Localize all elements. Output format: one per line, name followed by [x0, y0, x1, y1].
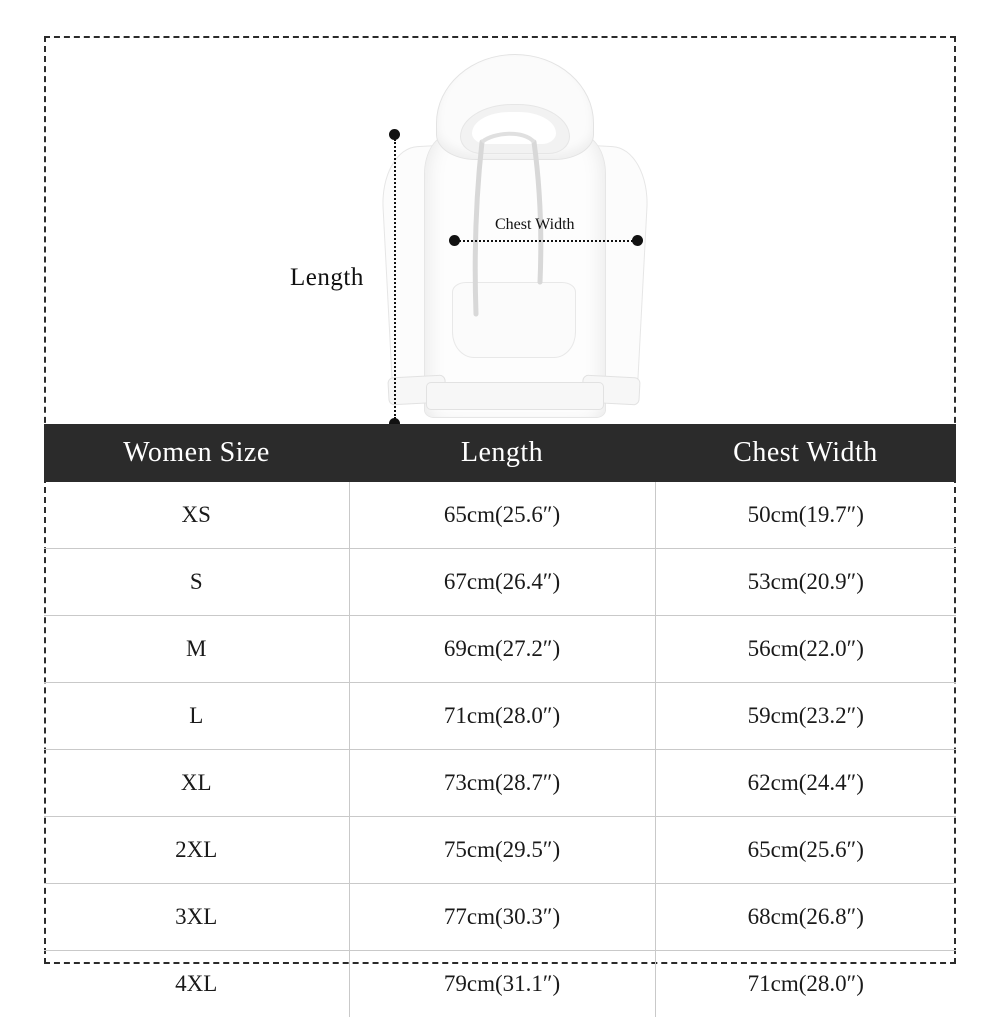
table-row — [44, 817, 956, 884]
length-measurement-label: Length — [290, 264, 364, 292]
table-row — [44, 750, 956, 817]
cell-chest-width: 68cm(26.8″) — [655, 884, 956, 951]
cell-size: 4XL — [44, 951, 349, 1017]
cell-chest-width: 65cm(25.6″) — [655, 817, 956, 884]
cell-length: 77cm(30.3″) — [349, 884, 655, 951]
table-row — [44, 951, 956, 1017]
table-row — [44, 884, 956, 951]
hoodie-kangaroo-pocket — [452, 282, 576, 358]
size-table-header — [44, 424, 956, 482]
garment-illustration — [44, 36, 956, 424]
size-table — [44, 424, 956, 1017]
table-row — [44, 549, 956, 616]
size-table-body — [44, 482, 956, 1017]
cell-size: 3XL — [44, 884, 349, 951]
cell-chest-width: 62cm(24.4″) — [655, 750, 956, 817]
cell-length: 69cm(27.2″) — [349, 616, 655, 683]
hoodie-body — [424, 134, 606, 418]
cell-size: L — [44, 683, 349, 750]
table-header-row — [44, 424, 956, 482]
cell-length: 73cm(28.7″) — [349, 750, 655, 817]
cell-size: XL — [44, 750, 349, 817]
cell-length: 75cm(29.5″) — [349, 817, 655, 884]
cell-length: 71cm(28.0″) — [349, 683, 655, 750]
table-row — [44, 616, 956, 683]
column-header-length: Length — [349, 424, 655, 482]
cell-chest-width: 71cm(28.0″) — [655, 951, 956, 1017]
cell-size: M — [44, 616, 349, 683]
cell-chest-width: 59cm(23.2″) — [655, 683, 956, 750]
chest-dotted-line — [459, 240, 633, 242]
chest-endpoint-right-dot — [632, 235, 643, 246]
column-header-chest-width: Chest Width — [655, 424, 956, 482]
chest-width-measurement-label: Chest Width — [495, 216, 575, 234]
cell-chest-width: 53cm(20.9″) — [655, 549, 956, 616]
table-row — [44, 482, 956, 549]
cell-chest-width: 56cm(22.0″) — [655, 616, 956, 683]
cell-chest-width: 50cm(19.7″) — [655, 482, 956, 549]
cell-length: 65cm(25.6″) — [349, 482, 655, 549]
length-measurement-guide — [388, 129, 402, 429]
hoodie-hem — [426, 382, 604, 410]
cell-size: XS — [44, 482, 349, 549]
cell-size: S — [44, 549, 349, 616]
cell-length: 79cm(31.1″) — [349, 951, 655, 1017]
hoodie-hood-inner-lining — [472, 112, 556, 144]
cell-length: 67cm(26.4″) — [349, 549, 655, 616]
table-row — [44, 683, 956, 750]
length-dotted-line — [394, 139, 396, 419]
cell-size: 2XL — [44, 817, 349, 884]
chest-width-measurement-guide — [449, 234, 643, 248]
column-header-size: Women Size — [44, 424, 349, 482]
